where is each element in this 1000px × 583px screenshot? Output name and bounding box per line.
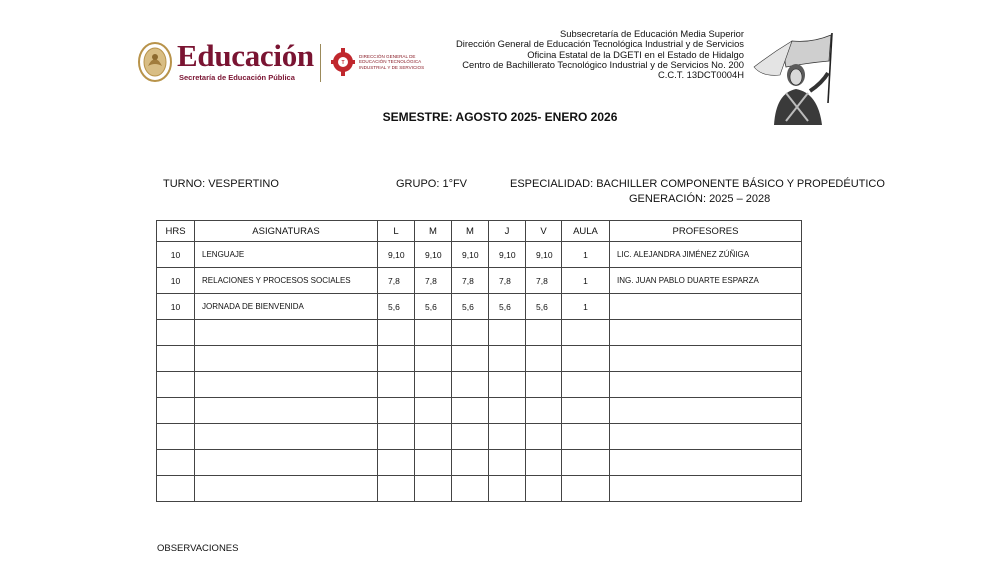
col-header-profesores: PROFESORES	[610, 221, 802, 242]
cell-profesor	[610, 398, 802, 424]
cell-viernes: 7,8	[526, 268, 562, 294]
col-header-asignaturas: ASIGNATURAS	[195, 221, 378, 242]
cell-martes	[415, 424, 452, 450]
cell-asignatura	[195, 346, 378, 372]
cell-aula	[562, 398, 610, 424]
cell-miercoles	[452, 398, 489, 424]
cell-hrs: 10	[157, 268, 195, 294]
cell-aula	[562, 320, 610, 346]
col-header-miercoles: M	[452, 221, 489, 242]
institution-line: Centro de Bachillerato Tecnológico Industrial y de Servicios No. 200	[462, 58, 744, 70]
cell-lunes	[378, 398, 415, 424]
educacion-logo	[137, 38, 437, 88]
table-row	[157, 320, 802, 346]
cell-hrs	[157, 424, 195, 450]
cell-hrs	[157, 398, 195, 424]
cell-asignatura	[195, 450, 378, 476]
table-row	[157, 398, 802, 424]
cell-asignatura	[195, 372, 378, 398]
cell-asignatura	[195, 424, 378, 450]
cell-miercoles	[452, 450, 489, 476]
table-row	[157, 268, 802, 294]
generacion-label: GENERACIÓN: 2025 – 2028	[629, 193, 771, 205]
cell-asignatura	[195, 398, 378, 424]
cell-viernes	[526, 372, 562, 398]
cell-aula	[562, 476, 610, 502]
institution-line: Dirección General de Educación Tecnológica Industrial y de Servicios	[455, 38, 744, 50]
logo-subtitle: Secretaría de Educación Pública	[179, 73, 295, 82]
cell-asignatura	[195, 320, 378, 346]
cell-martes: 5,6	[415, 294, 452, 320]
cell-lunes: 5,6	[378, 294, 415, 320]
turno-label: TURNO: VESPERTINO	[163, 178, 279, 190]
cell-aula	[562, 424, 610, 450]
cell-jueves	[489, 476, 526, 502]
cell-lunes: 7,8	[378, 268, 415, 294]
table-row	[157, 476, 802, 502]
cell-lunes	[378, 320, 415, 346]
cell-martes	[415, 372, 452, 398]
cell-profesor: ING. JUAN PABLO DUARTE ESPARZA	[610, 268, 802, 294]
dgeti-gear-icon	[331, 42, 355, 82]
cell-martes	[415, 346, 452, 372]
cell-viernes: 5,6	[526, 294, 562, 320]
cell-martes	[415, 320, 452, 346]
cell-jueves	[489, 398, 526, 424]
table-row	[157, 346, 802, 372]
cell-lunes	[378, 424, 415, 450]
cell-profesor	[610, 372, 802, 398]
cell-miercoles: 5,6	[452, 294, 489, 320]
cell-miercoles: 7,8	[452, 268, 489, 294]
cell-hrs	[157, 476, 195, 502]
table-row	[157, 242, 802, 268]
cell-aula: 1	[562, 294, 610, 320]
cell-asignatura: RELACIONES Y PROCESOS SOCIALES	[195, 268, 378, 294]
cell-lunes	[378, 450, 415, 476]
cell-aula	[562, 372, 610, 398]
dgeti-logo-text: DIRECCIÓN GENERAL DE EDUCACIÓN TECNOLÓGICA INDUSTRIAL Y DE SERVICIOS	[359, 54, 425, 70]
cell-profesor	[610, 450, 802, 476]
observaciones-label: OBSERVACIONES	[157, 543, 239, 554]
table-header-row	[157, 221, 802, 242]
cell-profesor	[610, 320, 802, 346]
cell-hrs	[157, 372, 195, 398]
cell-viernes	[526, 398, 562, 424]
logo-divider	[320, 44, 321, 82]
col-header-hrs: HRS	[157, 221, 195, 242]
col-header-martes: M	[415, 221, 452, 242]
institution-line: Subsecretaría de Educación Media Superior	[560, 28, 744, 39]
cell-profesor: LIC. ALEJANDRA JIMÉNEZ ZÚÑIGA	[610, 242, 802, 268]
svg-text:T: T	[341, 60, 345, 66]
cell-hrs	[157, 346, 195, 372]
cell-profesor	[610, 424, 802, 450]
cell-lunes: 9,10	[378, 242, 415, 268]
institution-line: C.C.T. 13DCT0004H	[658, 69, 744, 81]
col-header-viernes: V	[526, 221, 562, 242]
cell-asignatura	[195, 476, 378, 502]
col-header-aula: AULA	[562, 221, 610, 242]
cell-martes	[415, 450, 452, 476]
grupo-label: GRUPO: 1°FV	[396, 178, 468, 190]
cell-miercoles	[452, 476, 489, 502]
cell-aula: 1	[562, 242, 610, 268]
col-header-lunes: L	[378, 221, 415, 242]
table-row	[157, 450, 802, 476]
cell-martes: 7,8	[415, 268, 452, 294]
national-seal-icon	[137, 40, 173, 84]
cell-martes	[415, 476, 452, 502]
cell-viernes	[526, 424, 562, 450]
cell-jueves	[489, 346, 526, 372]
cell-viernes	[526, 320, 562, 346]
cell-hrs: 10	[157, 242, 195, 268]
cell-martes: 9,10	[415, 242, 452, 268]
cell-profesor	[610, 346, 802, 372]
cell-viernes	[526, 450, 562, 476]
cell-jueves: 9,10	[489, 242, 526, 268]
table-row	[157, 294, 802, 320]
cell-asignatura: LENGUAJE	[195, 242, 378, 268]
cell-asignatura: JORNADA DE BIENVENIDA	[195, 294, 378, 320]
cell-jueves: 7,8	[489, 268, 526, 294]
cell-jueves	[489, 450, 526, 476]
cell-miercoles	[452, 424, 489, 450]
table-row	[157, 424, 802, 450]
cell-jueves	[489, 320, 526, 346]
cell-martes	[415, 398, 452, 424]
cell-hrs	[157, 320, 195, 346]
cell-miercoles	[452, 320, 489, 346]
logo-word: Educación	[177, 38, 314, 73]
cell-jueves	[489, 424, 526, 450]
cell-hrs	[157, 450, 195, 476]
cell-profesor	[610, 476, 802, 502]
cell-aula	[562, 346, 610, 372]
cell-miercoles	[452, 346, 489, 372]
cell-viernes: 9,10	[526, 242, 562, 268]
cell-jueves: 5,6	[489, 294, 526, 320]
cell-miercoles: 9,10	[452, 242, 489, 268]
cell-miercoles	[452, 372, 489, 398]
institution-line: Oficina Estatal de la DGETI en el Estado de Hidalgo	[527, 48, 744, 60]
semester-title: SEMESTRE: AGOSTO 2025- ENERO 2026	[382, 110, 618, 124]
table-row	[157, 372, 802, 398]
cell-viernes	[526, 346, 562, 372]
cell-viernes	[526, 476, 562, 502]
institution-block	[456, 29, 744, 80]
cell-aula	[562, 450, 610, 476]
cell-hrs: 10	[157, 294, 195, 320]
cell-aula: 1	[562, 268, 610, 294]
cell-lunes	[378, 372, 415, 398]
cell-lunes	[378, 346, 415, 372]
col-header-jueves: J	[489, 221, 526, 242]
cell-jueves	[489, 372, 526, 398]
especialidad-label: ESPECIALIDAD: BACHILLER COMPONENTE BÁSICO Y PROPEDÉUTICO	[510, 178, 885, 190]
cell-profesor	[610, 294, 802, 320]
schedule-table	[156, 220, 802, 502]
cell-lunes	[378, 476, 415, 502]
